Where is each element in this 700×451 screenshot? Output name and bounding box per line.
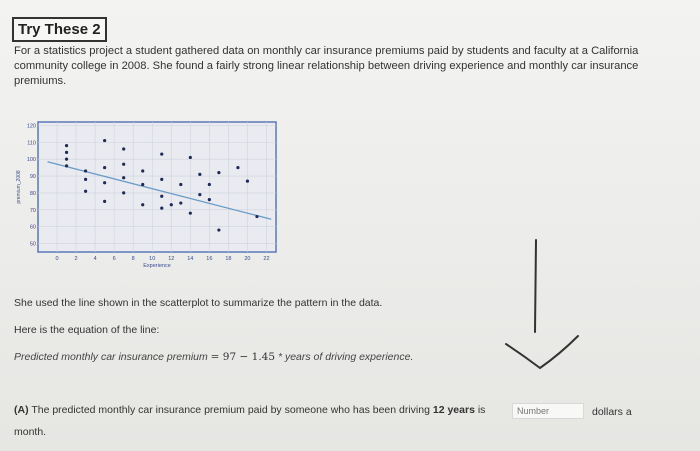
question-is: is [477,404,486,416]
y-tick-label: 90 [29,174,36,181]
hand-drawn-arrow-icon [498,236,588,376]
data-point [122,147,125,150]
data-point [160,207,163,210]
data-point [198,193,201,196]
data-point [198,173,201,176]
x-tick-label: 22 [263,256,270,262]
x-tick-label: 8 [131,256,135,262]
y-tick-label: 80 [29,190,36,197]
question-text: The predicted monthly car insurance premium paid by someone who has been driving [31,404,430,416]
data-point [208,183,211,186]
y-tick-label: 120 [26,123,36,130]
data-point [84,190,87,193]
data-point [189,212,192,215]
y-tick-label: 70 [29,207,36,214]
data-point [179,183,182,186]
section-title: Try These 2 [12,17,107,42]
x-tick-label: 0 [55,256,59,262]
data-point [217,228,220,231]
data-point [65,164,68,167]
x-tick-label: 4 [93,256,97,262]
data-point [103,181,106,184]
x-tick-label: 14 [187,256,194,262]
equation-intro: Here is the equation of the line: [14,324,160,336]
y-axis-label: premium_2008 [16,170,22,204]
x-tick-label: 2 [74,256,78,262]
data-point [122,163,125,166]
data-point [179,201,182,204]
data-point [103,200,106,203]
data-point [255,215,258,218]
equation [14,351,413,363]
question-years: 12 years [432,404,475,416]
plot-area [38,122,276,252]
x-tick-label: 10 [149,256,156,262]
data-point [236,166,239,169]
month-label: month. [14,426,47,438]
data-point [170,203,173,206]
data-point [84,169,87,172]
x-tick-label: 16 [206,256,213,262]
data-point [65,158,68,161]
data-point [122,191,125,194]
intro-paragraph: For a statistics project a student gathered data on monthly car insurance premiums paid by students and faculty at a California community college in 2008. She found a fairly strong linear relationship between driving experience and monthly car insurance premiums. [14,45,639,87]
x-tick-label: 20 [244,256,251,262]
data-point [160,152,163,155]
data-point [84,178,87,181]
line-description: She used the line shown in the scatterplot to summarize the pattern in the data. [14,297,383,309]
scatterplot [14,116,284,276]
data-point [103,166,106,169]
y-tick-label: 110 [27,140,36,147]
scatterplot-svg [14,116,284,276]
data-point [141,183,144,186]
data-point [65,151,68,154]
question-label: (A) [14,404,29,416]
data-point [189,156,192,159]
x-tick-label: 6 [112,256,116,262]
answer-input[interactable] [512,403,584,419]
data-point [217,171,220,174]
data-point [103,139,106,142]
y-tick-label: 50 [29,241,36,248]
y-tick-label: 100 [26,157,36,164]
data-point [141,169,144,172]
x-tick-label: 18 [225,256,232,262]
data-point [208,198,211,201]
data-point [141,203,144,206]
x-tick-label: 12 [168,256,175,262]
data-point [160,195,163,198]
data-point [160,178,163,181]
dollars-label: dollars a [592,406,632,418]
data-point [65,144,68,147]
data-point [246,179,249,182]
equation-expression: = 97 − 1.45 [210,351,276,363]
x-axis-label: Experience [143,263,171,269]
y-tick-label: 60 [29,224,36,231]
data-point [122,176,125,179]
equation-tail: * years of driving experience. [277,351,414,363]
equation-label: Predicted monthly car insurance premium [14,351,208,363]
